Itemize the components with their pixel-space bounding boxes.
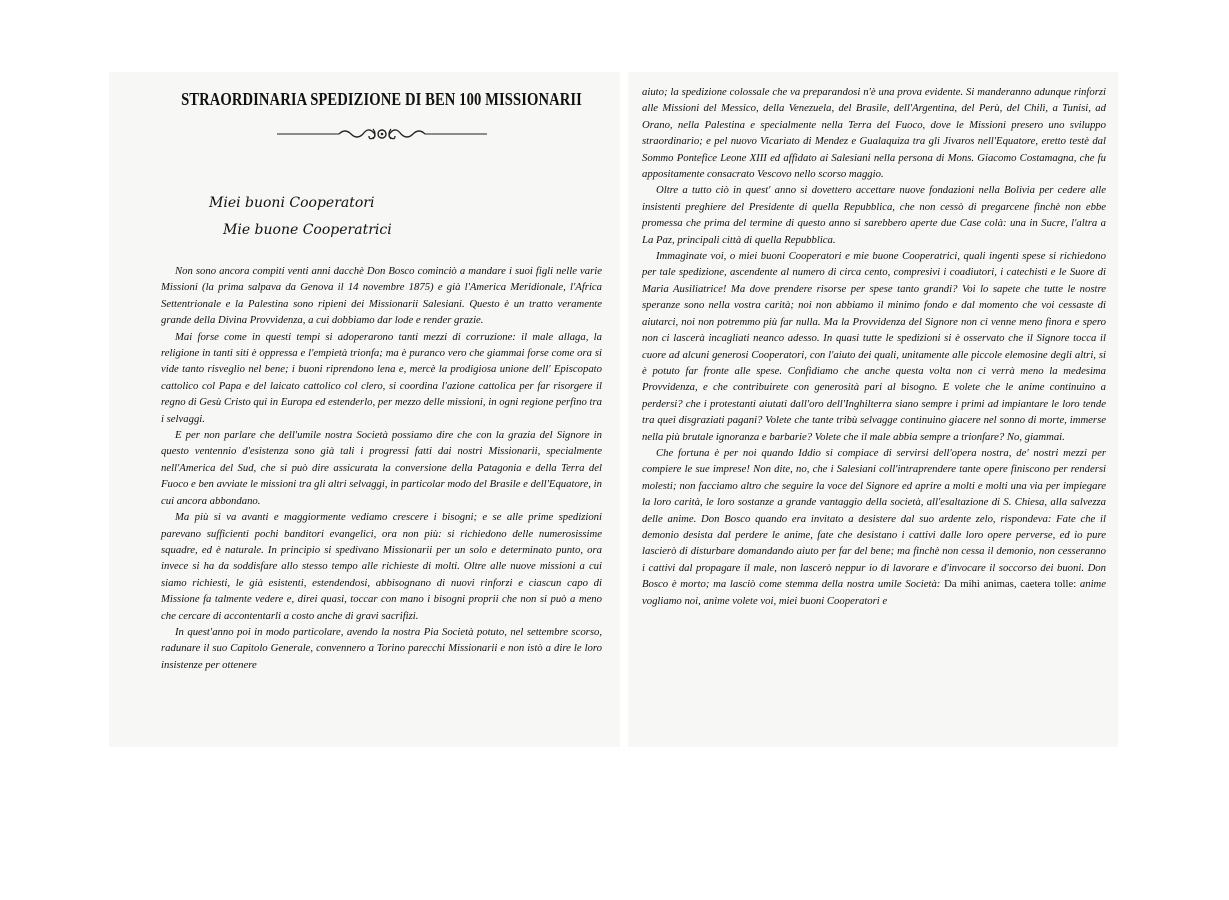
motto-upright-1: Da mihi animas, <box>944 578 1017 591</box>
motto-upright-2: caetera tolle: <box>1020 578 1077 591</box>
left-scanned-page <box>109 72 620 747</box>
paragraph: E per non parlare che dell'umile nostra Società possiamo dire che con la grazia del Signore in questo ventennio d'esistenza sono già tali i progressi fatti dai nostri Missionarii, specialmente nell'America del Sud, che si può dire assicurata la conversione della Patagonia e della Terra del Fuoco e ben avviate le missioni tra gli altri selvaggi, in particolar modo del Brasile e dell'Equatore, in cui ancora abbondano. <box>161 429 602 507</box>
paragraph: Immaginate voi, o miei buoni Cooperatori e mie buone Cooperatrici, quali ingenti spese si richiedono per tale spedizione, ascendente al numero di circa cento, compresivi i coadiutori, i catechisti e le Suore di Maria Ausiliatrice! Ma dove prendere risorse per spese tanto grandi? Voi lo sapete che tutte le nostre speranze sono nella vostra carità; noi non abbiamo il minimo fondo e dal momento che voi cessaste di aiutarci, noi non potremmo più far nulla. Ma la Provvidenza del Signore non ci venne meno finora e spero non ci lascerà incagliati neanco adesso. In quasi tutte le spedizioni si è osservato che il Signore tocca il cuore ad alcuni generosi Cooperatori, con l'aiuto dei quali, unitamente alle piccole elemosine degli altri, si è potuto far fronte alle spese. Confidiamo che anche questa volta non ci verrà meno la medesima Provvidenza, e che contribuirete con generosità pari al bisogno. E volete che le anime continuino a perdersi? che i protestanti aiutati dall'oro dell'Inghilterra siano sempre i primi ad impiantare le loro tende tra quei disgraziati pagani? Volete che tante tribù selvagge continuino giacere nel sonno di morte, immerse nella più brutale ignoranza e barbarie? Volete che il male abbia sempre a trionfare? No, giammai. <box>642 250 1106 443</box>
decorative-divider-ornament <box>277 125 487 143</box>
paragraph: Mai forse come in questi tempi si adoperarono tanti mezzi di corruzione: il male allaga, la religione in tanti siti è oppressa e l'empietà trionfa; ma è puranco vero che giammai forse come ora si vide tanto risveglio nel bene; i buoni riprendono lena e, mercè la prodigiosa unione dell' Episcopato cattolico col Papa e del laicato cattolico col clero, si coordina l'azione cattolica per far risorgere il regno di Gesù Cristo qui in Europa ed estenderlo, per mezzo delle missioni, in ogni regione perfino tra i selvaggi. <box>161 330 602 425</box>
paragraph <box>642 445 1106 609</box>
paragraph: In quest'anno poi in modo particolare, avendo la nostra Pia Società potuto, nel settembre scorso, radunare il suo Capitolo Generale, convennero a Torino parecchi Missionarii e non istò a dire le loro insistenze per ottenere <box>161 625 602 671</box>
left-body-text <box>161 263 602 673</box>
paragraph-text: Che fortuna è per noi quando Iddio si compiace di servirsi dell'opera nostra, de' nostri mezzi per compiere le sue imprese! Non dite, no, che i Salesiani coll'intraprendere tante opere finiscono per rendersi molesti; non facciamo altro che seguire la voce del Signore ed aprire a molti e molti una via per impiegare la loro carità, le loro sostanze a grande vantaggio della società, all'esaltazione di S. Chiesa, alla salvezza delle anime. Don Bosco quando era invitato a desistere dal suo ardente zelo, rispondeva: Fate che il demonio desista dal perdere le anime, fate che desistano i cattivi dalle loro opere perverse, ed io pure lascierò di disturbare domandando aiuto per far del bene; ma finchè non cessa il demonio, non cesseranno i cattivi dal propagare il male, non lascerò neppur io di lavorare e d'invocare il soccorso dei buoni. Don Bosco è morto; ma lasciò come stemma della nostra umile Società: <box>642 446 1106 591</box>
right-scanned-page <box>628 72 1118 747</box>
page-title: STRAORDINARIA SPEDIZIONE DI BEN 100 MISSIONARII <box>181 90 582 110</box>
paragraph: Ma più si va avanti e maggiormente vediamo crescere i bisogni; e se alle prime spedizioni parevano sufficienti pochi banditori evangelici, ora non più: si richiedono delle numerosissime squadre, ed è naturale. In principio si spedivano Missionarii per un solo e determinato punto, ora invece si ha da soddisfare allo stesso tempo alle richieste di molti. Oltre alle nuove missioni a cui siamo richiesti, le già esistenti, estendendosi, abbisognano di nuovi rinforzi e ciascun capo di Missione fa talmente vedere e, direi quasi, toccar con mano i bisogni proprii che non si può a meno che cercare di accontentarli a costo anche di gravi sacrifizi. <box>161 511 602 622</box>
continuation-paragraph: aiuto; la spedizione colossale che va preparandosi n'è una prova evidente. Si manderanno adunque rinforzi alle Missioni del Messico, della Venezuela, del Brasile, dell'Argentina, del Perù, del Chilì, a Tunisi, ad Orano, nella Palestina e specialmente nella Terra del Fuoco, dove le Missioni presero uno sviluppo straordinario; e pel nuovo Vicariato di Mendez e Gualaquiza tra gli Jivaros nell'Equatore, eretto testè dal Sommo Pontefice Leone XIII ed affidato ai Salesiani nella persona di Mons. Giacomo Costamagna, che fu appositamente consacrato Vescovo nello scorso maggio. <box>642 86 1106 181</box>
closing-italic-text: anime vogliamo noi, anime volete voi, miei buoni Cooperatori e <box>642 578 1107 607</box>
paragraph: Oltre a tutto ciò in quest' anno si dovettero accettare nuove fondazioni nella Bolivia per cedere alle insistenti preghiere del Presidente di quella Repubblica, che non cessò di pregarcene finchè non ebbe promessa che prima del termine di questo anno si sarebbero aperte due Case colà: una in Sucre, l'altra a La Paz, principali città di quella Repubblica. <box>642 184 1106 246</box>
salutation-cooperatrici: Mie buone Cooperatrici <box>223 222 392 238</box>
salutation-cooperators: Miei buoni Cooperatori <box>209 195 375 211</box>
right-body-text <box>642 84 1106 609</box>
paragraph: Non sono ancora compiti venti anni dacchè Don Bosco cominciò a mandare i suoi figli nelle varie Missioni (la prima salpava da Genova il 14 novembre 1875) e già l'America Meridionale, l'Africa Settentrionale e la Palestina sono ripieni dei Missionarii Salesiani. Questo è un tratto veramente grande della Divina Provvidenza, a cui dobbiamo dar lode e render grazie. <box>161 265 602 327</box>
